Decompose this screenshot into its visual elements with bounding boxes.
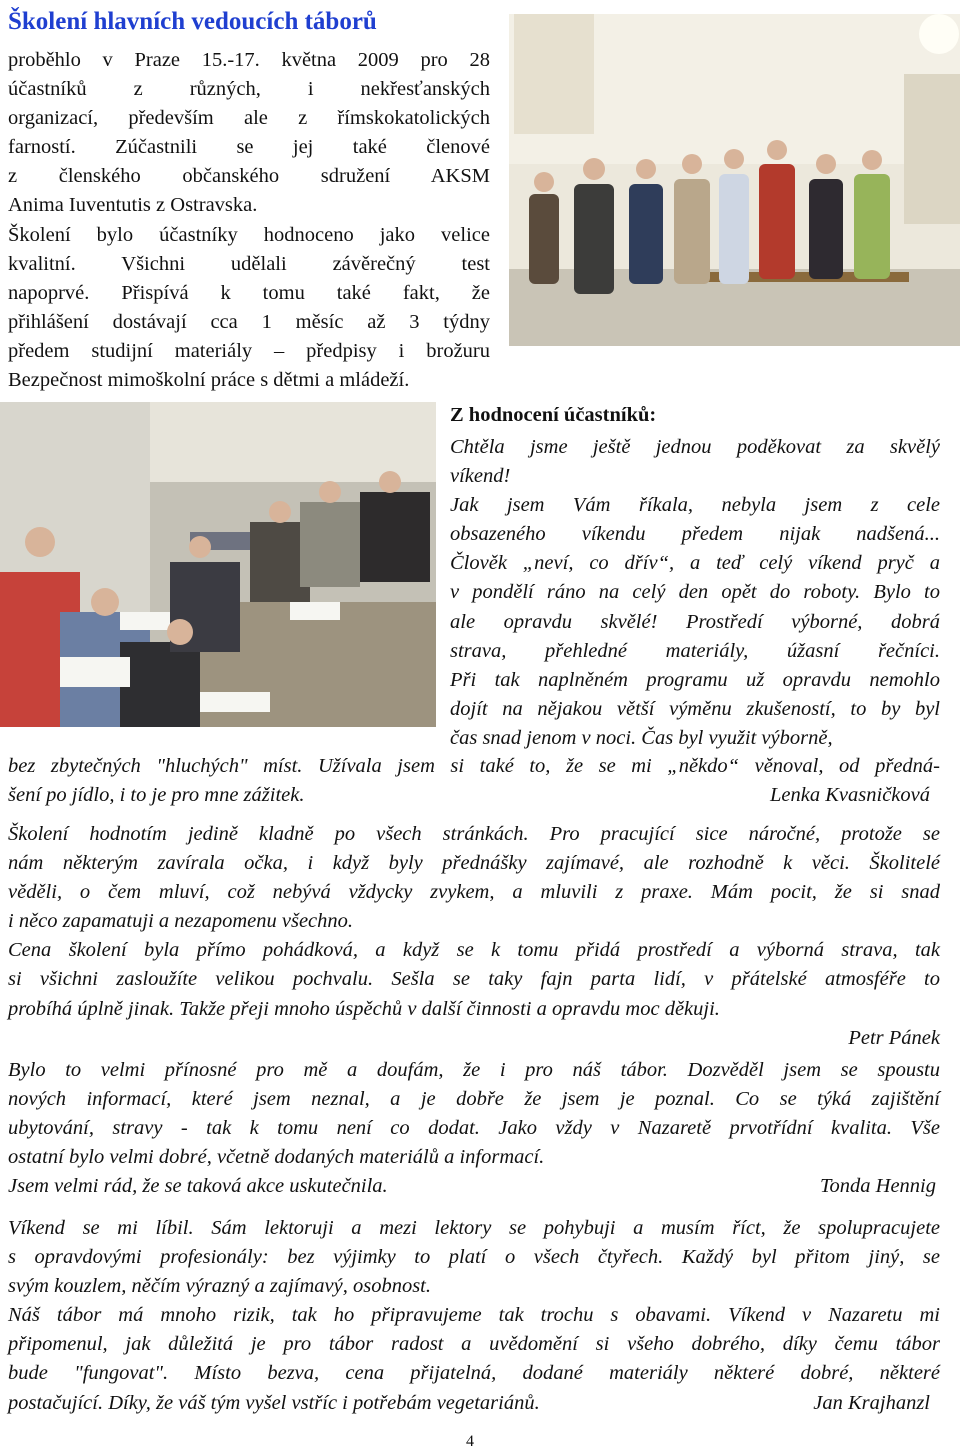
text-line: Víkend se mi líbil. Sám lektoruji a mezi lektory se pohybuji a musím říct, že spolupracujete <box>8 1217 940 1239</box>
author-signature: Jan Krajhanzl <box>813 1391 930 1414</box>
review-tonda <box>8 1056 940 1201</box>
text-line: Jak jsem Vám říkala, nebyla jsem z cele <box>450 494 940 517</box>
text-line: věděli, o čem mluví, což nebývá vždycky zvykem, a mluvili z praxe. Mám pocit, že si snad <box>8 881 940 904</box>
text-line: postačující. Díky, že váš tým vyšel vstříc i potřebám vegetariánů. Jan Krajhanzl <box>8 1389 940 1418</box>
text-line: s opravdovými profesionály: bez výjimky to platí o všech čtyřech. Každý byl přitom jiný, se <box>8 1246 940 1269</box>
text-line: Při tak naplněném programu už opravdu nemohlo <box>450 668 940 691</box>
text-line: v pondělí ráno na celý den opět do roboty. Bylo to <box>450 581 940 604</box>
text-line: přihlášení dostávají cca 1 měsíc až 3 týdny <box>8 310 490 333</box>
text-line: Bylo to velmi přínosné pro mě a doufám, že i pro náš tábor. Dozvěděl jsem se spoustu <box>8 1059 940 1081</box>
intro-paragraph <box>8 46 490 395</box>
group-photo-standing <box>509 14 960 346</box>
text-line: Školení hodnotím jedině kladně po všech stránkách. Pro pracující sice náročné, protože se <box>8 823 940 845</box>
text-line: dojít na nějakou větší výměnu zkušeností, to by byl <box>450 697 940 720</box>
text-line: bez zbytečných "hluchých" míst. Užívala jsem si také to, že se mi „někdo“ věnoval, od předná- <box>8 755 940 777</box>
text-line: Cena školení byla přímo pohádková, a když se k tomu přidá prostředí a výborná strava, tak <box>8 939 940 962</box>
review-lenka-right-column <box>450 433 940 753</box>
text-line: Anima Iuventutis z Ostravska. <box>8 194 258 217</box>
text-line: ale opravdu skvělé! Prostředí výborné, dobrá <box>450 610 940 633</box>
text-line: si všichni zasloužíte velikou pochvalu. Sešla se taky fajn parta lidí, v přátelské atmosféře to <box>8 968 940 991</box>
text-line: účastníků z různých, i nekřesťanských <box>8 78 490 101</box>
text-line: proběhlo v Praze 15.-17. května 2009 pro 28 <box>8 49 490 71</box>
text-line: ostatní bylo velmi dobré, včetně dodaných materiálů a informací. <box>8 1146 545 1169</box>
author-signature: Petr Pánek <box>848 1026 940 1049</box>
text-line: kvalitní. Všichni udělali závěrečný test <box>8 252 490 275</box>
text-line: předem studijní materiály – předpisy i brožuru <box>8 339 490 362</box>
author-signature: Tonda Hennig <box>820 1175 936 1198</box>
evaluations-heading: Z hodnocení účastníků: <box>450 404 657 426</box>
text-line: napoprvé. Přispívá k tomu také fakt, že <box>8 281 490 304</box>
text-line: šení po jídlo, i to je pro mne zážitek. Lenka Kvasničková <box>8 781 940 810</box>
text-line: z členského občanského sdružení AKSM <box>8 165 490 188</box>
text-line: organizací, především ale z římskokatolických <box>8 107 490 130</box>
review-petr <box>8 820 940 1053</box>
text-line: probíhá úplně jinak. Takže přeji mnoho úspěchů v další činnosti a opravdu moc děkuji. <box>8 997 720 1020</box>
review-lenka-continuation <box>8 752 940 810</box>
text-line: i něco zapamatuji a nezapomenu všechno. <box>8 910 354 933</box>
text-line: Školení bylo účastníky hodnoceno jako velice <box>8 223 490 246</box>
text-line: ubytování, stravy - tak k tomu není co dodat. Jako vždy v Nazaretě prvotřídní kvalita. Vše <box>8 1117 940 1140</box>
text-line: obsazeného víkendu předem nijak nadšená... <box>450 523 940 546</box>
text-line: strava, přehledné materiály, úžasní řečníci. <box>450 639 940 662</box>
page-number: 4 <box>466 1433 474 1450</box>
review-jan <box>8 1214 940 1418</box>
text-line: Bezpečnost mimoškolní práce s dětmi a mládeží. <box>8 369 410 392</box>
text-line: nám některým zavírala očka, i když byly přednášky zajímavé, ale rozhodně k věci. Školitelé <box>8 852 940 875</box>
text-line: Jsem velmi rád, že se taková akce uskutečnila. Tonda Hennig <box>8 1172 940 1201</box>
seated-participants-photo <box>0 402 436 727</box>
text-line: Náš tábor má mnoho rizik, tak ho připravujeme tak trochu s obavami. Víkend v Nazaretu mi <box>8 1304 940 1327</box>
text-line: Chtěla jsme ještě jednou poděkovat za skvělý <box>450 436 940 458</box>
text-line: víkend! <box>450 465 511 488</box>
text-line: připomenul, jak důležitá je pro tábor radost a uvědomění si všeho dobrého, díky čemu tábor <box>8 1333 940 1356</box>
text-line: Člověk „neví, co dřív“, a teď celý víkend pryč a <box>450 552 940 575</box>
text-line: čas snad jenom v noci. Čas byl využit výborně, <box>450 726 833 749</box>
article-title: Školení hlavních vedoucích táborů <box>8 8 377 35</box>
text-line: bude "fungovat". Místo bezva, cena přijatelná, dodané materiály některé dobré, některé <box>8 1362 940 1385</box>
author-signature: Lenka Kvasničková <box>770 784 930 807</box>
text-line: nových informací, které jsem neznal, a je dobře že jsem je poznal. Co se týká zajištění <box>8 1088 940 1111</box>
text-line: svým kouzlem, něčím výrazný a zajímavý, osobnost. <box>8 1275 432 1298</box>
text-line: farností. Zúčastnili se jej také členové <box>8 136 490 159</box>
